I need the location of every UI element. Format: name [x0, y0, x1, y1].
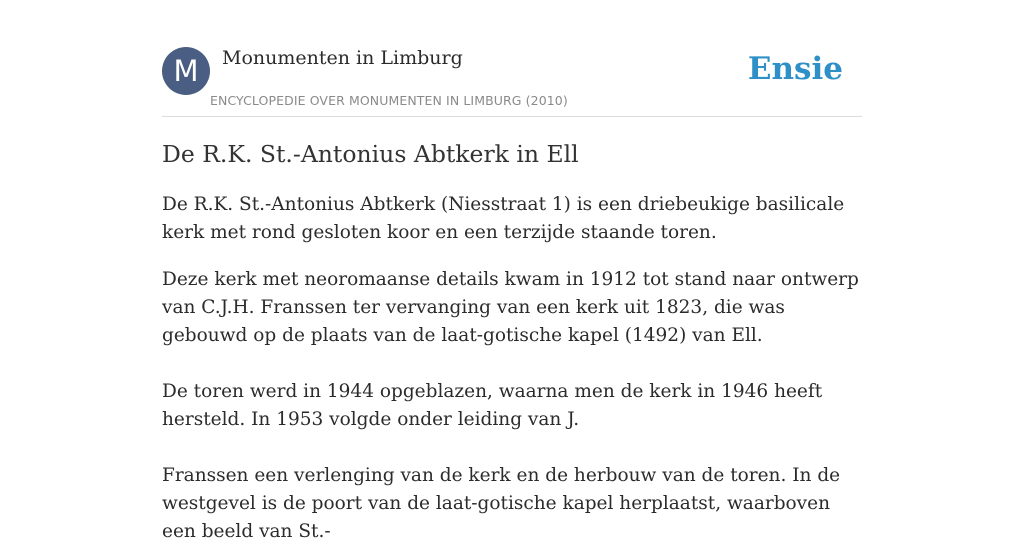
article-title: De R.K. St.-Antonius Abtkerk in Ell: [162, 140, 579, 168]
site-avatar[interactable]: M: [162, 47, 210, 95]
article-paragraph: Franssen een verlenging van de kerk en de herbouw van de toren. In de westgevel is de poort van de laat-gotische kapel herplaatst, waarboven een beeld van St.-: [162, 465, 841, 542]
ensie-logo-link[interactable]: Ensie: [747, 51, 843, 87]
article-paragraph: De R.K. St.-Antonius Abtkerk (Niesstraat 1) is een driebeukige basilicale kerk met rond gesloten koor en een terzijde staande toren.: [162, 194, 845, 243]
site-subtitle: ENCYCLOPEDIE OVER MONUMENTEN IN LIMBURG (2010): [210, 93, 568, 108]
paragraph-spacer: [162, 350, 862, 378]
article-body: [162, 138, 862, 546]
article-paragraph: Deze kerk met neoromaanse details kwam in 1912 tot stand naar ontwerp van C.J.H. Franssen ter vervanging van een kerk uit 1823, die was gebouwd op de plaats van de laat-gotische kapel (1492) van Ell.: [162, 269, 859, 346]
article-paragraph: De toren werd in 1944 opgeblazen, waarna men de kerk in 1946 heeft hersteld. In 1953 volgde onder leiding van J.: [162, 381, 823, 430]
paragraph-spacer: [162, 247, 862, 266]
site-header: [162, 46, 862, 117]
paragraph-spacer: [162, 434, 862, 462]
site-title-link[interactable]: Monumenten in Limburg: [222, 47, 463, 69]
